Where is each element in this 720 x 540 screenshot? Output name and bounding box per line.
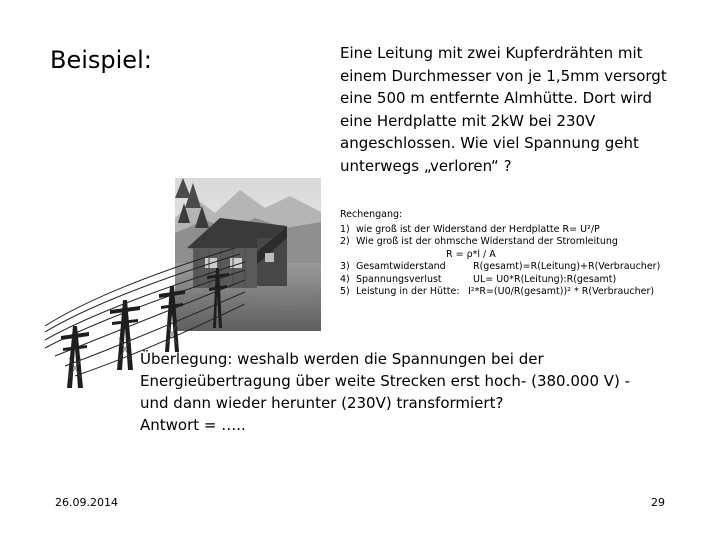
intro-line: eine Herdplatte mit 2kW bei 230V — [340, 111, 596, 130]
footer-date: 26.09.2014 — [55, 496, 118, 509]
calculation-step: 1) wie groß ist der Widerstand der Herdplatte R= U²/P — [340, 224, 600, 235]
calculation-steps — [340, 224, 661, 298]
reflection-line: und dann wieder herunter (230V) transformiert? — [140, 394, 504, 412]
calculation-heading: Rechengang: — [340, 209, 403, 220]
calculation-step: 2) Wie groß ist der ohmsche Widerstand der Stromleitung — [340, 236, 618, 248]
intro-line: Eine Leitung mit zwei Kupferdrähten mit — [340, 44, 643, 62]
calculation-step: 3) Gesamtwiderstand R(gesamt)=R(Leitung)+R(Verbraucher) — [340, 261, 661, 273]
slide-title: Beispiel: — [50, 46, 152, 74]
reflection-line: Antwort = ….. — [140, 416, 246, 434]
intro-line: einem Durchmesser von je 1,5mm versorgt — [340, 66, 667, 85]
reflection-line: Energieübertragung über weite Strecken erst hoch- (380.000 V) - — [140, 372, 631, 390]
calculation-step: 4) Spannungsverlust UL= U0*R(Leitung):R(gesamt) — [340, 273, 617, 285]
page-number: 29 — [651, 496, 665, 509]
intro-text — [340, 42, 700, 178]
calculation-step: R = ρ*l / A — [446, 248, 496, 260]
reflection-line: Überlegung: weshalb werden die Spannungen bei der — [140, 350, 544, 368]
intro-line: angeschlossen. Wie viel Spannung geht — [340, 134, 639, 153]
intro-line: eine 500 m entfernte Almhütte. Dort wird — [340, 89, 653, 108]
intro-line: unterwegs „verloren“ ? — [340, 156, 512, 175]
calculation-step: 5) Leistung in der Hütte: I²*R=(U0/R(gesamt))² * R(Verbraucher) — [340, 286, 655, 298]
reflection-text — [140, 348, 680, 436]
